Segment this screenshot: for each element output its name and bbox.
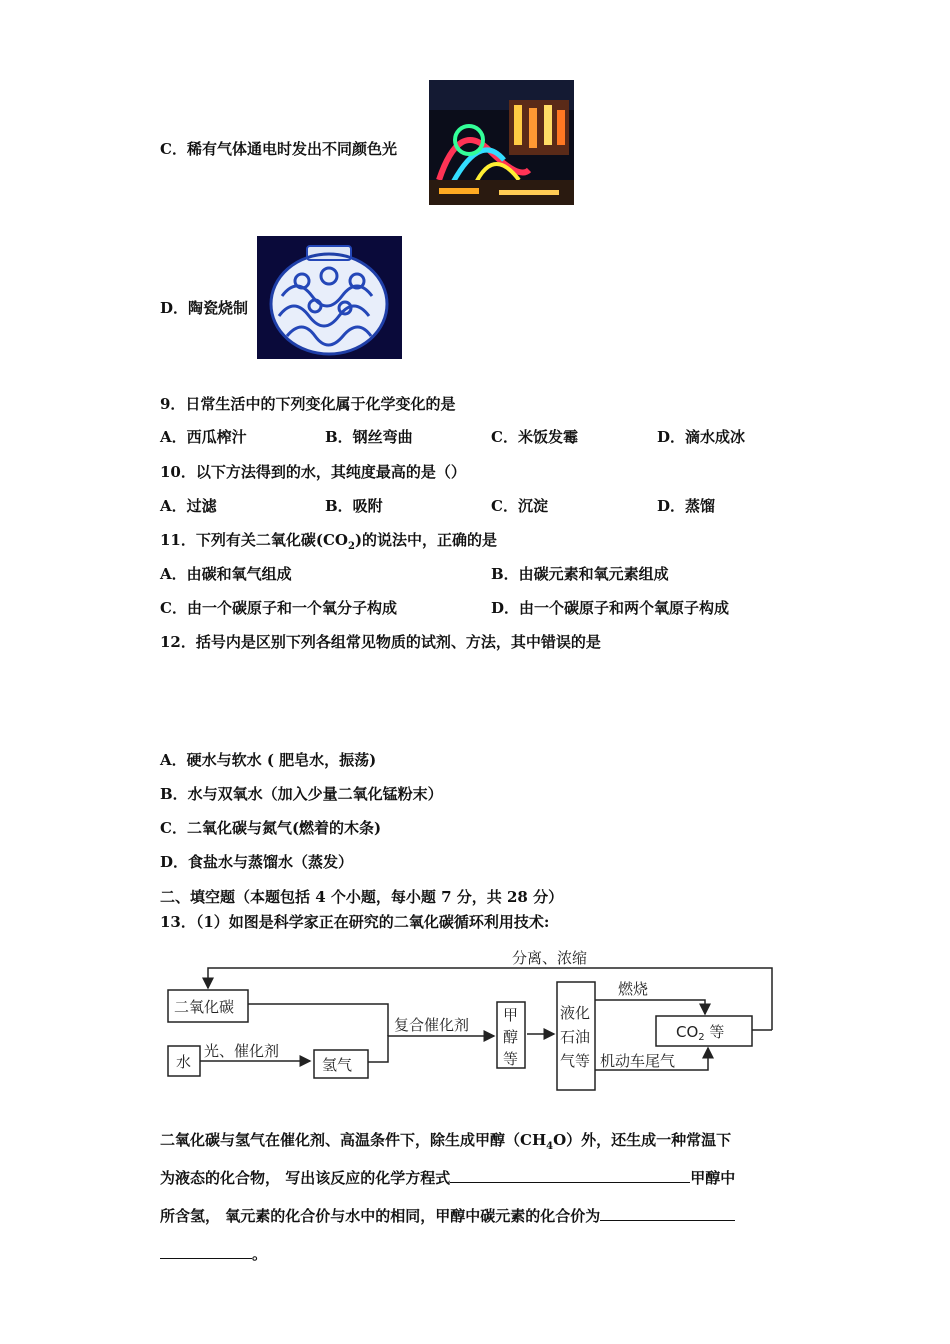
question-13-stem: 13．（1）如图是科学家正在研究的二氧化碳循环利用技术: — [160, 913, 550, 931]
svg-text:等: 等 — [503, 1050, 519, 1068]
porcelain-vase-photo — [257, 236, 402, 359]
composite-catalyst-label: 复合催化剂 — [394, 1016, 470, 1034]
neon-lights-photo — [429, 80, 574, 205]
q10-option-a: A．过滤 — [160, 497, 217, 515]
svg-text:气等: 气等 — [560, 1052, 591, 1070]
question-12-stem: 12．括号内是区别下列各组常见物质的试剂、方法，其中错误的是 — [160, 633, 601, 651]
q10-option-d: D．蒸馏 — [657, 497, 716, 515]
q11-option-c: C．由一个碳原子和一个氧分子构成 — [160, 599, 397, 617]
q11-option-d: D．由一个碳原子和两个氧原子构成 — [491, 599, 730, 617]
svg-text:石油: 石油 — [560, 1028, 591, 1046]
question-9-stem: 9．日常生活中的下列变化属于化学变化的是 — [160, 395, 456, 413]
svg-text:醇: 醇 — [503, 1028, 519, 1046]
co2-cycle-diagram — [160, 942, 780, 1092]
q12-option-d: D．食盐水与蒸馏水（蒸发） — [160, 853, 354, 871]
q9-option-b: B．钢丝弯曲 — [325, 428, 413, 446]
q13-paragraph-line-2: 为液态的化合物， 写出该反应的化学方程式 甲醇中 — [160, 1169, 736, 1187]
valence-answer-blank[interactable] — [600, 1206, 735, 1221]
question-10-stem: 10．以下方法得到的水，其纯度最高的是（） — [160, 463, 466, 481]
option-d-label: D．陶瓷烧制 — [160, 299, 249, 317]
q9-option-c: C．米饭发霉 — [491, 428, 578, 446]
equation-answer-blank[interactable] — [450, 1168, 690, 1183]
q11-option-b: B．由碳元素和氧元素组成 — [491, 565, 669, 583]
burning-label: 燃烧 — [618, 980, 649, 998]
q13-paragraph-line-4: 。 — [160, 1244, 267, 1264]
q11-option-a: A．由碳和氧气组成 — [160, 565, 292, 583]
q12-option-a: A．硬水与软水 ( 肥皂水，振荡) — [160, 751, 377, 769]
q13-paragraph-line-3: 所含氢， 氧元素的化合价与水中的相同，甲醇中碳元素的化合价为 — [160, 1206, 735, 1226]
question-11-stem: 11．下列有关二氧化碳$(CO_2)$的说法中，正确的是 — [160, 531, 498, 552]
svg-text:甲: 甲 — [503, 1006, 519, 1024]
svg-text:氢气: 氢气 — [322, 1056, 353, 1074]
q12-option-b: B．水与双氧水（加入少量二氧化锰粉末） — [160, 785, 443, 803]
valence-answer-blank-continued[interactable] — [160, 1244, 252, 1259]
svg-text:二氧化碳: 二氧化碳 — [174, 998, 235, 1016]
q9-option-d: D．滴水成冰 — [657, 428, 746, 446]
section-2-heading: 二、填空题（本题包括 4 个小题，每小题 7 分，共 28 分） — [160, 888, 564, 906]
option-c-label: C．稀有气体通电时发出不同颜色光 — [160, 140, 397, 158]
light-catalyst-label: 光、催化剂 — [204, 1042, 280, 1060]
q10-option-c: C．沉淀 — [491, 497, 548, 515]
separation-label: 分离、浓缩 — [512, 949, 588, 967]
q9-option-a: A．西瓜榨汁 — [160, 428, 247, 446]
exhaust-label: 机动车尾气 — [600, 1052, 676, 1070]
svg-text:水: 水 — [176, 1053, 192, 1071]
q13-paragraph-line-1: 二氧化碳与氢气在催化剂、高温条件下，除生成甲醇$(CH_4O)$外，还生成一种常温下 — [160, 1131, 732, 1152]
svg-text:液化: 液化 — [560, 1004, 591, 1022]
svg-text:CO2 等: $CO_2$ 等 — [676, 1023, 725, 1043]
q10-option-b: B．吸附 — [325, 497, 383, 515]
q12-option-c: C．二氧化碳与氮气(燃着的木条) — [160, 819, 382, 837]
